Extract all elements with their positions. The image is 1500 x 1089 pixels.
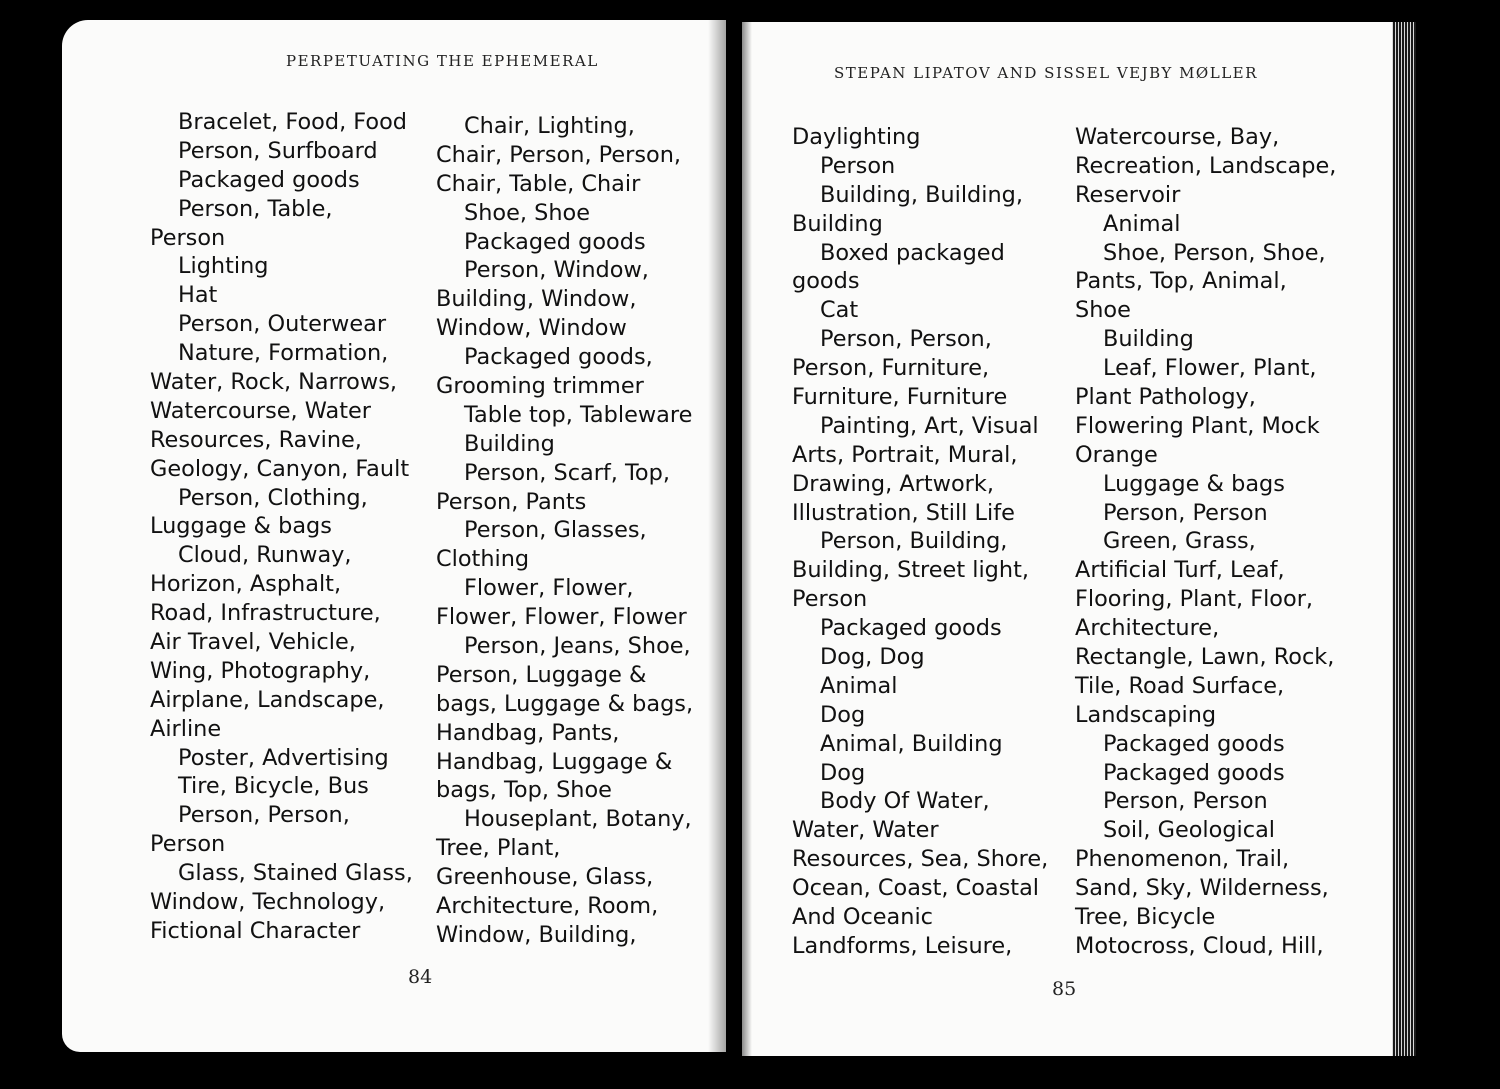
left-page <box>62 20 726 1052</box>
index-line: Person, Pants <box>436 488 587 515</box>
index-line: Ocean, Coast, Coastal <box>792 875 1040 902</box>
index-line: Table top, Tableware <box>464 401 693 428</box>
index-line: Poster, Advertising <box>178 744 389 771</box>
index-line: Soil, Geological <box>1103 817 1276 844</box>
index-line: Horizon, Asphalt, <box>150 571 342 598</box>
index-line: Person <box>792 586 868 613</box>
index-line: Person, Person, <box>178 802 350 829</box>
index-line: Person, Jeans, Shoe, <box>464 633 691 660</box>
index-line: Handbag, Luggage & <box>436 748 673 775</box>
index-line: Furniture, Furniture <box>792 384 1008 411</box>
index-line: Luggage & bags <box>150 513 332 540</box>
index-line: Building, Window, <box>436 286 637 313</box>
index-line: Packaged goods <box>820 615 1002 642</box>
index-line: Drawing, Artwork, <box>792 470 994 497</box>
index-line: Fictional Character <box>150 917 361 944</box>
index-line: Lighting <box>178 253 269 280</box>
index-line: Animal <box>820 672 898 699</box>
index-line: Person, Person <box>1103 499 1268 526</box>
index-line: Person, Person <box>1103 788 1268 815</box>
index-line: Landforms, Leisure, <box>792 932 1013 959</box>
index-line: Glass, Stained Glass, <box>178 860 413 887</box>
index-line: Building, Building, <box>820 181 1024 208</box>
index-line: And Oceanic <box>792 904 933 931</box>
index-line: Building <box>1103 326 1194 353</box>
index-line: Packaged goods <box>464 228 646 255</box>
index-line: Rectangle, Lawn, Rock, <box>1075 644 1335 671</box>
index-line: Airplane, Landscape, <box>150 686 385 713</box>
index-line: Houseplant, Botany, <box>464 806 692 833</box>
index-line: bags, Top, Shoe <box>436 777 612 804</box>
right-page <box>742 22 1392 1056</box>
index-line: Packaged goods <box>1103 730 1285 757</box>
index-line: Person, Building, <box>820 528 1008 555</box>
right-page-column-2 <box>1075 123 1336 961</box>
index-line: Building, Street light, <box>792 557 1029 584</box>
index-line: Animal <box>1103 210 1181 237</box>
index-line: Window, Building, <box>436 921 637 948</box>
index-line: Arts, Portrait, Mural, <box>792 441 1018 468</box>
index-line: Tree, Bicycle <box>1075 904 1216 931</box>
index-line: Clothing <box>436 546 530 573</box>
index-line: Geology, Canyon, Fault <box>150 455 410 482</box>
index-line: Airline <box>150 715 222 742</box>
index-line: Luggage & bags <box>1103 470 1285 497</box>
index-line: Window, Technology, <box>150 889 386 916</box>
index-line: Shoe, Shoe <box>464 199 590 226</box>
index-line: Building <box>792 210 883 237</box>
index-line: Grooming trimmer <box>436 373 644 400</box>
index-line: Building <box>464 430 555 457</box>
index-line: Person, Surfboard <box>178 137 378 164</box>
index-line: Person, Person, <box>820 326 992 353</box>
index-line: Resources, Ravine, <box>150 426 362 453</box>
index-line: Person, Window, <box>464 257 649 284</box>
right-page-column-1 <box>792 123 1048 961</box>
book-fore-edge <box>1392 22 1416 1056</box>
index-line: Chair, Table, Chair <box>436 170 641 197</box>
index-line: Flower, Flower, <box>464 575 634 602</box>
index-line: Cat <box>820 297 859 324</box>
index-line: Nature, Formation, <box>178 340 389 367</box>
index-line: Plant Pathology, <box>1075 384 1256 411</box>
index-line: Recreation, Landscape, <box>1075 152 1337 179</box>
index-line: Watercourse, Bay, <box>1075 124 1280 150</box>
index-line: Architecture, Room, <box>436 893 659 920</box>
index-line: Painting, Art, Visual <box>820 412 1039 439</box>
index-line: Flooring, Plant, Floor, <box>1075 586 1314 613</box>
left-page-column-2 <box>436 112 693 950</box>
index-line: Dog, Dog <box>820 644 925 671</box>
index-line: Air Travel, Vehicle, <box>150 629 356 656</box>
index-line: Sand, Sky, Wilderness, <box>1075 875 1329 902</box>
page-number-right: 85 <box>1052 978 1077 1000</box>
index-line: Window, Window <box>436 315 627 342</box>
index-line: Person, Outerwear <box>178 311 387 338</box>
index-line: Person, Table, <box>178 195 333 222</box>
page-number-left: 84 <box>408 966 433 988</box>
index-line: Boxed packaged <box>820 239 1005 266</box>
index-line: Shoe, Person, Shoe, <box>1103 239 1326 266</box>
index-line: Bracelet, Food, Food <box>178 109 408 135</box>
index-line: Pants, Top, Animal, <box>1075 268 1287 295</box>
index-line: Shoe <box>1075 297 1131 324</box>
index-line: Handbag, Pants, <box>436 719 620 746</box>
index-line: Water, Water <box>792 817 939 844</box>
index-line: Person, Glasses, <box>464 517 647 544</box>
index-line: Person <box>150 224 226 251</box>
index-line: Person <box>150 831 226 858</box>
index-line: Phenomenon, Trail, <box>1075 846 1290 873</box>
index-line: Packaged goods <box>1103 759 1285 786</box>
index-line: Flower, Flower, Flower <box>436 604 687 631</box>
index-line: Body Of Water, <box>820 788 990 815</box>
index-line: Orange <box>1075 441 1158 468</box>
index-line: Chair, Lighting, <box>464 113 635 139</box>
index-line: Person, Luggage & <box>436 661 647 688</box>
index-line: Hat <box>178 282 218 309</box>
index-line: Animal, Building <box>820 730 1003 757</box>
index-line: Tire, Bicycle, Bus <box>178 773 369 800</box>
index-line: Resources, Sea, Shore, <box>792 846 1049 873</box>
left-page-column-1 <box>150 108 413 946</box>
index-line: Packaged goods, <box>464 344 653 371</box>
running-head-left: PERPETUATING THE EPHEMERAL <box>286 52 599 70</box>
running-head-right: STEPAN LIPATOV AND SISSEL VEJBY MØLLER <box>834 64 1258 82</box>
index-line: Chair, Person, Person, <box>436 141 682 168</box>
index-line: Artificial Turf, Leaf, <box>1075 557 1285 584</box>
index-line: Greenhouse, Glass, <box>436 864 654 891</box>
index-line: Cloud, Runway, <box>178 542 352 569</box>
index-line: goods <box>792 268 860 295</box>
index-line: Architecture, <box>1075 615 1220 642</box>
index-line: Watercourse, Water <box>150 397 371 424</box>
index-line: Person, Scarf, Top, <box>464 459 670 486</box>
index-line: Water, Rock, Narrows, <box>150 369 397 396</box>
index-line: Tree, Plant, <box>436 835 561 862</box>
index-line: Daylighting <box>792 124 921 150</box>
index-line: Leaf, Flower, Plant, <box>1103 355 1317 382</box>
index-line: bags, Luggage & bags, <box>436 690 694 717</box>
index-line: Person <box>820 152 896 179</box>
index-line: Dog <box>820 701 866 728</box>
index-line: Flowering Plant, Mock <box>1075 412 1320 439</box>
index-line: Packaged goods <box>178 166 360 193</box>
index-line: Tile, Road Surface, <box>1075 672 1285 699</box>
index-line: Person, Clothing, <box>178 484 368 511</box>
index-line: Motocross, Cloud, Hill, <box>1075 932 1324 959</box>
index-line: Reservoir <box>1075 181 1181 208</box>
index-line: Wing, Photography, <box>150 657 371 684</box>
index-line: Dog <box>820 759 866 786</box>
index-line: Illustration, Still Life <box>792 499 1015 526</box>
index-line: Green, Grass, <box>1103 528 1256 555</box>
index-line: Road, Infrastructure, <box>150 600 381 627</box>
index-line: Landscaping <box>1075 701 1217 728</box>
index-line: Person, Furniture, <box>792 355 990 382</box>
